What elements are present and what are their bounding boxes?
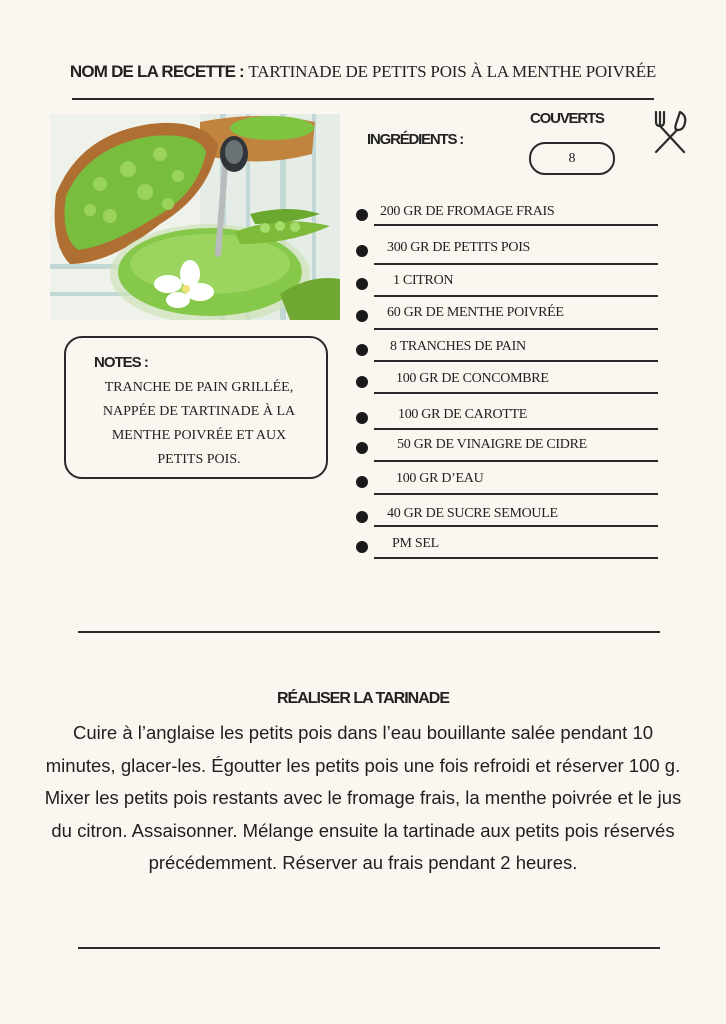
ingredient-rule (374, 525, 658, 527)
ingredient-text: 60 GR DE MENTHE POIVRÉE (387, 305, 564, 320)
bullet-icon (356, 476, 368, 488)
fork-knife-icon (650, 108, 690, 154)
ingredient-rule (374, 460, 658, 462)
ingredient-text: 200 GR DE FROMAGE FRAIS (380, 204, 555, 219)
ingredient-text: 40 GR DE SUCRE SEMOULE (387, 506, 558, 521)
section-divider (78, 631, 660, 633)
servings-label: COUVERTS (530, 110, 604, 127)
ingredient-text: 1 CITRON (393, 273, 454, 288)
servings-value: 8 (529, 142, 615, 175)
recipe-name: TARTINADE DE PETITS POIS À LA MENTHE POIVRÉE (248, 62, 657, 81)
ingredient-rule (374, 263, 658, 265)
recipe-title-label: NOM DE LA RECETTE : (69, 62, 244, 81)
ingredient-text: 8 TRANCHES DE PAIN (390, 339, 526, 354)
footer-divider (78, 947, 660, 949)
bullet-icon (356, 511, 368, 523)
ingredient-rule (374, 295, 658, 297)
bullet-icon (356, 376, 368, 388)
bullet-icon (356, 344, 368, 356)
ingredient-text: PM SEL (392, 536, 439, 551)
bullet-icon (356, 442, 368, 454)
title-divider (72, 98, 654, 100)
recipe-photo (50, 114, 340, 320)
ingredient-text: 100 GR DE CONCOMBRE (396, 371, 549, 386)
bullet-icon (356, 541, 368, 553)
method-title: RÉALISER LA TARINADE (277, 690, 449, 707)
ingredient-rule (374, 493, 658, 495)
ingredients-label: INGRÉDIENTS : (367, 131, 464, 148)
ingredient-text: 50 GR DE VINAIGRE DE CIDRE (397, 437, 587, 452)
ingredient-rule (374, 428, 658, 430)
ingredient-rule (374, 392, 658, 394)
bullet-icon (356, 245, 368, 257)
bullet-icon (356, 310, 368, 322)
method-body: Cuire à l’anglaise les petits pois dans l’eau bouillante salée pendant 10 minutes, glacer-les. Égoutter les petits pois une fois refroidi et réserver 100 g. Mixer les petits pois restants avec le fromage frais, la menthe poivrée et le jus du citron. Assaisonner. Mélange ensuite la tartinade aux petits pois réservés précédemment. Réserver au frais pendant 2 heures. (44, 722, 682, 874)
ingredient-text: 100 GR D’EAU (396, 471, 484, 486)
ingredient-rule (374, 557, 658, 559)
bullet-icon (356, 412, 368, 424)
ingredient-text: 300 GR DE PETITS POIS (387, 240, 531, 255)
notes-label: NOTES : (94, 354, 148, 371)
bullet-icon (356, 278, 368, 290)
notes-text: TRANCHE DE PAIN GRILLÉE, NAPPÉE DE TARTINADE À LA MENTHE POIVRÉE ET AUX PETITS POIS. (102, 380, 296, 467)
ingredient-rule (374, 328, 658, 330)
bullet-icon (356, 209, 368, 221)
ingredient-rule (374, 360, 658, 362)
ingredient-rule (374, 224, 658, 226)
ingredient-text: 100 GR DE CAROTTE (398, 407, 528, 422)
recipe-title (0, 62, 726, 82)
